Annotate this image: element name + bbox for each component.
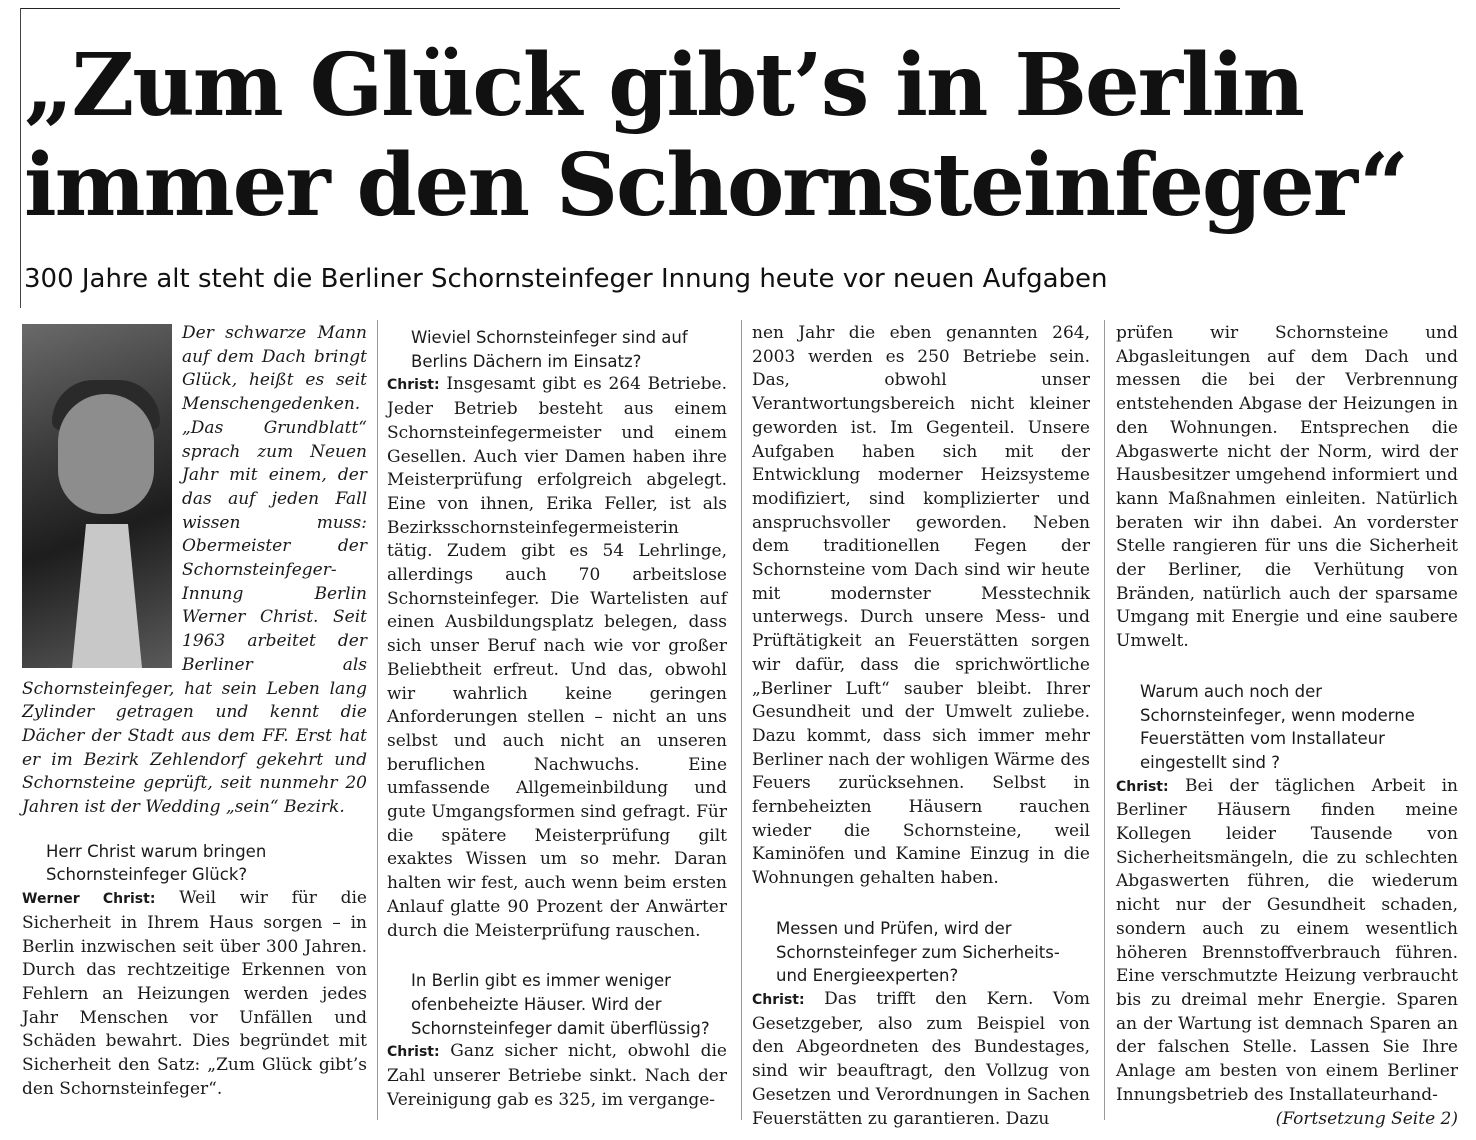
subheadline: 300 Jahre alt steht die Berliner Schornsteinfeger Innung heute vor neuen Aufgaben: [24, 264, 1108, 294]
answer-1: [22, 887, 367, 1101]
answer-3-text-1: Ganz sicher nicht, obwohl die Zahl unserer Betriebe sinkt. Nach der Vereinigung gab es 325, im vergange-: [387, 1041, 727, 1110]
answer-4-part-1: [752, 988, 1090, 1131]
headline-line-2: immer den Schornsteinfeger“: [24, 135, 1407, 236]
column-1: [22, 322, 367, 1102]
speaker-label: Christ:: [752, 991, 805, 1008]
answer-4-text-1: Das trifft den Kern. Vom Gesetzgeber, also zum Beispiel von den Abgeordneten des Bundestages, sind wir beauftragt, den Vollzug von Gesetzen und Verordnungen in Sachen Feuerstätten zu garantieren. Dazu: [752, 988, 1090, 1129]
intro-text: Der schwarze Mann auf dem Dach bringt Glück, heißt es seit Menschengedenken. „Das Grundblatt“ sprach zum Neuen Jahr mit einem, der das auf jeden Fall wissen muss: Obermeister der Schornsteinfeger-Innung Berlin Werner Christ. Seit 1963 arbeitet der Berliner als Schornsteinfeger, hat sein Leben lang Zylinder getragen und kennt die Dächer der Stadt aus dem FF. Erst hat er im Bezirk Zehlendorf gekehrt und Schornsteine geprüft, seit nunmehr 20 Jahren ist der Wedding „sein“ Bezirk.: [22, 323, 367, 818]
column-3: [752, 322, 1090, 1131]
answer-4-part-2: prüfen wir Schornsteine und Abgasleitungen auf dem Dach und messen die bei der Verbrennung entstehenden Abgase der Heizungen in den Wohnungen. Entsprechen die Abgaswerte nicht der Norm, wird der Hausbesitzer umgehend informiert und kann Maßnahmen einleiten. Natürlich beraten wir ihn dabei. An vorderster Stelle rangieren für uns die Sicherheit der Berliner, die Verhütung von Bränden, natürlich auch der sparsame Umgang mit Energie und eine saubere Umwelt.: [1116, 323, 1458, 652]
answer-3-part-1: [387, 1040, 727, 1112]
continuation-note: (Fortsetzung Seite 2): [1275, 1108, 1458, 1129]
question-3: In Berlin gibt es immer weniger ofenbeheizte Häuser. Wird der Schornsteinfeger damit überflüssig?: [411, 971, 710, 1038]
answer-2: [387, 373, 727, 943]
column-2: [387, 326, 727, 1113]
answer-3-part-2: nen Jahr die eben genannten 264, 2003 werden es 250 Betriebe sein. Das, obwohl unser Verantwortungsbereich nicht kleiner geworden ist. Im Gegenteil. Unsere Aufgaben haben sich mit der Entwicklung moderner Heizsysteme modifiziert, sind komplizierter und anspruchsvoller geworden. Neben dem traditionellen Fegen der Schornsteine vom Dach sind wir heute mit modernster Messtechnik unterwegs. Durch unsere Mess- und Prüftätigkeit an Feuerstätten sorgen wir dafür, dass die sprichwörtliche „Berliner Luft“ sauber bleibt. Ihrer Gesundheit und der Umwelt zuliebe. Dazu kommt, dass sich immer mehr Berliner nach der wohligen Wärme des Feuers zurücksehnen. Selbst in fernbeheizten Häusern rauchen wieder die Schornsteine, weil Kaminöfen und Kamine Einzug in die Wohnungen gehalten haben.: [752, 323, 1090, 889]
column-4: [1116, 322, 1458, 1131]
speaker-label: Christ:: [387, 377, 440, 394]
headline-line-1: „Zum Glück gibt’s in Berlin: [24, 35, 1303, 136]
answer-5: [1116, 775, 1458, 1108]
portrait-photo: [22, 324, 172, 668]
photo-shirt: [72, 524, 142, 668]
speaker-label: Christ:: [1116, 778, 1169, 795]
answer-5-text: Bei der täglichen Arbeit in Berliner Häusern finden meine Kollegen leider Tausende von Sicherheitsmängeln, die zu schlechten Abgaswerten führen, die wiederum nicht nur der Gesundheit schaden, sondern auch zu einem wesentlich höheren Brennstoffverbrauch führen. Eine verschmutzte Heizung verbraucht bis zu dreimal mehr Energie. Sparen an der Wartung ist demnach Sparen an der falschen Stelle. Lassen Sie Ihre Anlage am besten von einem Berliner Innungsbetrieb des Installateurhand-: [1116, 775, 1458, 1105]
question-1: Herr Christ warum bringen Schornsteinfeger Glück?: [46, 841, 267, 885]
answer-2-text: Insgesamt gibt es 264 Betriebe. Jeder Betrieb besteht aus einem Schornsteinfegermeister und einem Gesellen. Auch vier Damen haben ihre Meisterprüfung erfolgreich abgelegt. Eine von ihnen, Erika Feller, ist als Bezirksschornsteinfegermeisterin tätig. Zudem gibt es 54 Lehrlinge, allerdings auch 70 arbeitslose Schornsteinfeger. Die Wartelisten auf einen Ausbildungsplatz belegen, dass sich unser Beruf nach wie vor großer Beliebtheit erfreut. Und das, obwohl wir wahrlich keine geringen Anforderungen stellen – nicht an uns selbst und auch nicht an unseren beruflichen Nachwuchs. Eine umfassende Allgemeinbildung und gute Umgangsformen sind gefragt. Für die spätere Meisterprüfung gilt exaktes Wissen um so mehr. Daran halten wir fest, auch wenn beim ersten Anlauf glatte 90 Prozent der Anwärter durch die Meisterprüfung rauschen.: [387, 374, 727, 941]
headline: [24, 36, 1444, 236]
question-2: Wieviel Schornsteinfeger sind auf Berlins Dächern im Einsatz?: [411, 328, 688, 371]
column-divider: [1104, 320, 1105, 1120]
speaker-label: Christ:: [387, 1044, 440, 1061]
left-rule: [20, 8, 21, 308]
photo-face: [58, 394, 154, 514]
speaker-label: Werner Christ:: [22, 891, 156, 908]
column-divider: [741, 320, 742, 1120]
answer-1-text: Weil wir für die Sicherheit in Ihrem Haus sorgen – in Berlin inzwischen seit über 300 Jahren. Durch das rechtzeitige Erkennen von Fehlern an Heizungen werden jedes Jahr Menschen vor Unfällen und Schäden bewahrt. Dies begründet mit Sicherheit den Satz: „Zum Glück gibt’s den Schornsteinfeger“.: [22, 888, 367, 1099]
top-rule: [20, 8, 1120, 9]
column-divider: [377, 320, 378, 1120]
question-4: Messen und Prüfen, wird der Schornsteinfeger zum Sicherheits- und Energieexperten?: [776, 918, 1060, 986]
question-5: Warum auch noch der Schornsteinfeger, wenn moderne Feuerstätten vom Installateur eingestellt sind ?: [1140, 681, 1415, 772]
